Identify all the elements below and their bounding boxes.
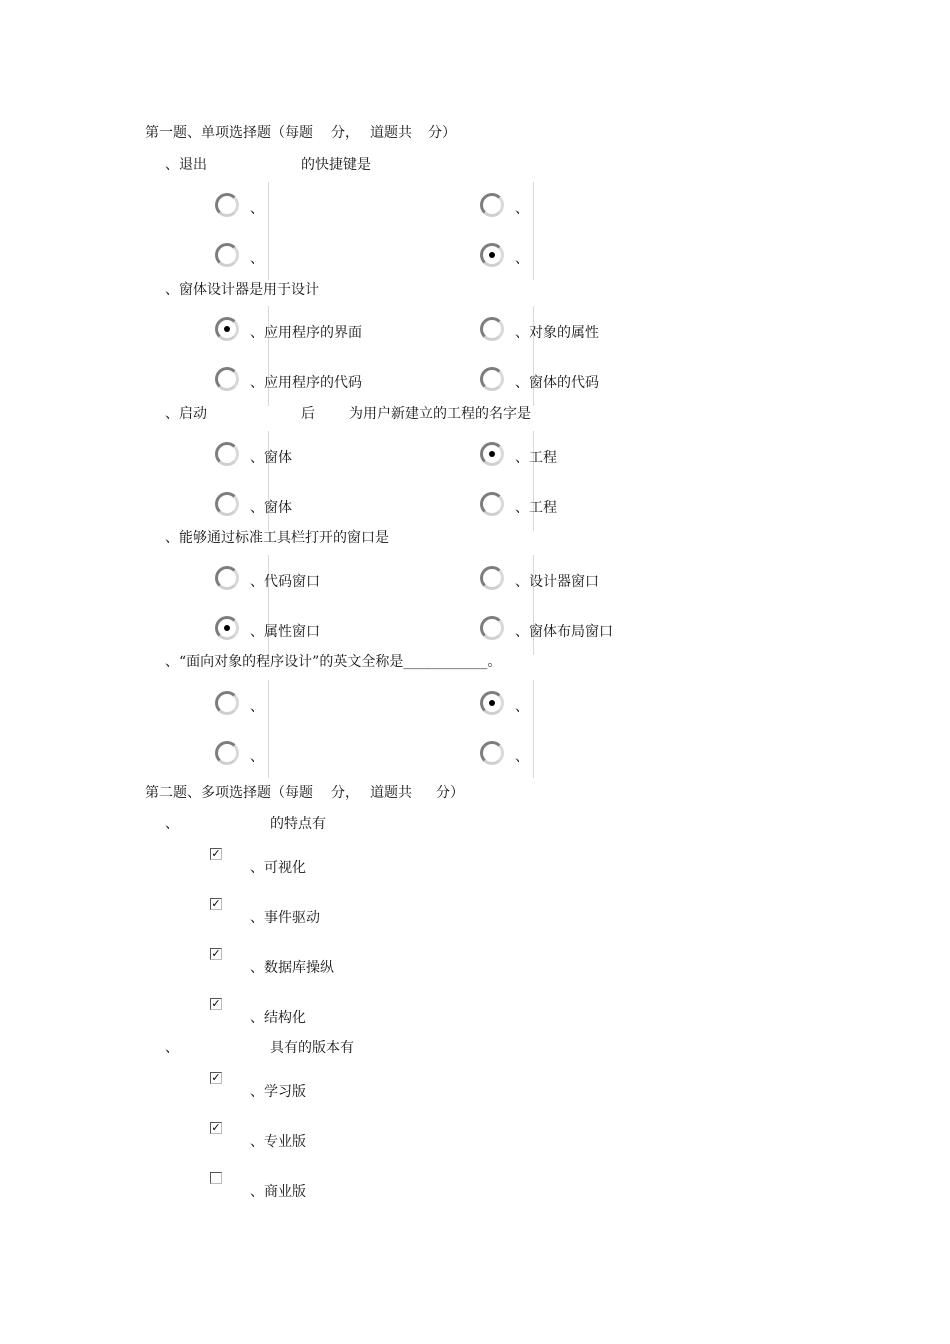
m2-option-c-checkbox[interactable] xyxy=(210,1172,222,1184)
q3-option-d-radio[interactable] xyxy=(480,492,504,516)
column-divider xyxy=(533,182,534,280)
question-3-prefix: 、启动 xyxy=(165,406,207,422)
q1-option-a-radio[interactable] xyxy=(215,193,239,217)
q4-option-c-label: 、属性窗口 xyxy=(250,624,320,640)
q5-option-c-label: 、 xyxy=(250,749,264,765)
q4-option-a-label: 、代码窗口 xyxy=(250,574,320,590)
q1-option-a-label: 、 xyxy=(250,201,264,217)
multi-question-2-prefix: 、 xyxy=(165,1040,179,1056)
q5-option-a-radio[interactable] xyxy=(215,691,239,715)
q1-option-d-radio[interactable] xyxy=(480,243,504,267)
q2-option-d-label: 、窗体的代码 xyxy=(515,375,599,391)
question-3-suffix: 为用户新建立的工程的名字是 xyxy=(349,406,531,422)
column-divider xyxy=(268,555,269,655)
q2-option-b-label: 、对象的属性 xyxy=(515,325,599,341)
q1-option-c-radio[interactable] xyxy=(215,243,239,267)
q2-option-c-label: 、应用程序的代码 xyxy=(250,375,362,391)
column-divider xyxy=(533,431,534,531)
column-divider xyxy=(268,306,269,406)
q3-option-a-label: 、窗体 xyxy=(250,450,292,466)
column-divider xyxy=(533,680,534,778)
m2-option-c-label: 、商业版 xyxy=(250,1184,306,1200)
m1-option-d-label: 、结构化 xyxy=(250,1010,306,1026)
section2-end: 分） xyxy=(436,785,464,801)
q1-option-c-label: 、 xyxy=(250,251,264,267)
m1-option-c-checkbox[interactable]: ✓ xyxy=(211,947,221,960)
m2-option-a-checkbox[interactable]: ✓ xyxy=(211,1071,221,1084)
q2-option-a-radio[interactable] xyxy=(215,317,239,341)
column-divider xyxy=(533,555,534,655)
section1-points-label: 分， xyxy=(331,125,359,141)
question-4-text: 、能够通过标准工具栏打开的窗口是 xyxy=(165,530,389,546)
q2-option-a-label: 、应用程序的界面 xyxy=(250,325,362,341)
q1-option-b-label: 、 xyxy=(515,201,529,217)
q4-option-b-radio[interactable] xyxy=(480,566,504,590)
section2-count-label: 道题共 xyxy=(370,785,412,801)
section1-title: 第一题、单项选择题（每题 xyxy=(145,125,313,141)
q2-option-c-radio[interactable] xyxy=(215,367,239,391)
q3-option-d-label: 、工程 xyxy=(515,500,557,516)
multi-question-1-suffix: 的特点有 xyxy=(270,816,326,832)
q1-option-b-radio[interactable] xyxy=(480,193,504,217)
q3-option-c-radio[interactable] xyxy=(215,492,239,516)
m2-option-b-checkbox[interactable]: ✓ xyxy=(211,1121,221,1134)
q2-option-d-radio[interactable] xyxy=(480,367,504,391)
m1-option-d-checkbox[interactable]: ✓ xyxy=(211,997,221,1010)
q4-option-d-radio[interactable] xyxy=(480,616,504,640)
q4-option-d-label: 、窗体布局窗口 xyxy=(515,624,613,640)
m1-option-b-checkbox[interactable]: ✓ xyxy=(211,897,221,910)
question-1-prefix: 、退出 xyxy=(165,157,207,173)
q2-option-b-radio[interactable] xyxy=(480,317,504,341)
q3-option-a-radio[interactable] xyxy=(215,442,239,466)
q4-option-c-radio[interactable] xyxy=(215,616,239,640)
q4-option-b-label: 、设计器窗口 xyxy=(515,574,599,590)
section2-points-label: 分， xyxy=(331,785,359,801)
m1-option-b-label: 、事件驱动 xyxy=(250,910,320,926)
section1-end: 分） xyxy=(428,125,456,141)
m1-option-c-label: 、数据库操纵 xyxy=(250,960,334,976)
question-3-mid: 后 xyxy=(301,406,315,422)
multi-question-1-prefix: 、 xyxy=(165,816,179,832)
m1-option-a-label: 、可视化 xyxy=(250,860,306,876)
section2-title: 第二题、多项选择题（每题 xyxy=(145,785,313,801)
q5-option-b-label: 、 xyxy=(515,699,529,715)
q5-option-d-label: 、 xyxy=(515,749,529,765)
question-5-text: 、“面向对象的程序设计”的英文全称是____________。 xyxy=(165,654,502,670)
column-divider xyxy=(268,680,269,778)
q4-option-a-radio[interactable] xyxy=(215,566,239,590)
column-divider xyxy=(533,306,534,406)
q3-option-c-label: 、窗体 xyxy=(250,500,292,516)
q5-option-b-radio[interactable] xyxy=(480,691,504,715)
question-2-text: 、窗体设计器是用于设计 xyxy=(165,282,319,298)
multi-question-2-suffix: 具有的版本有 xyxy=(270,1040,354,1056)
m1-option-a-checkbox[interactable]: ✓ xyxy=(211,847,221,860)
question-1-suffix: 的快捷键是 xyxy=(301,157,371,173)
m2-option-a-label: 、学习版 xyxy=(250,1084,306,1100)
q5-option-c-radio[interactable] xyxy=(215,741,239,765)
q3-option-b-label: 、工程 xyxy=(515,450,557,466)
column-divider xyxy=(268,182,269,280)
section1-count-label: 道题共 xyxy=(370,125,412,141)
q5-option-a-label: 、 xyxy=(250,699,264,715)
q5-option-d-radio[interactable] xyxy=(480,741,504,765)
column-divider xyxy=(268,431,269,531)
q3-option-b-radio[interactable] xyxy=(480,442,504,466)
q1-option-d-label: 、 xyxy=(515,251,529,267)
m2-option-b-label: 、专业版 xyxy=(250,1134,306,1150)
